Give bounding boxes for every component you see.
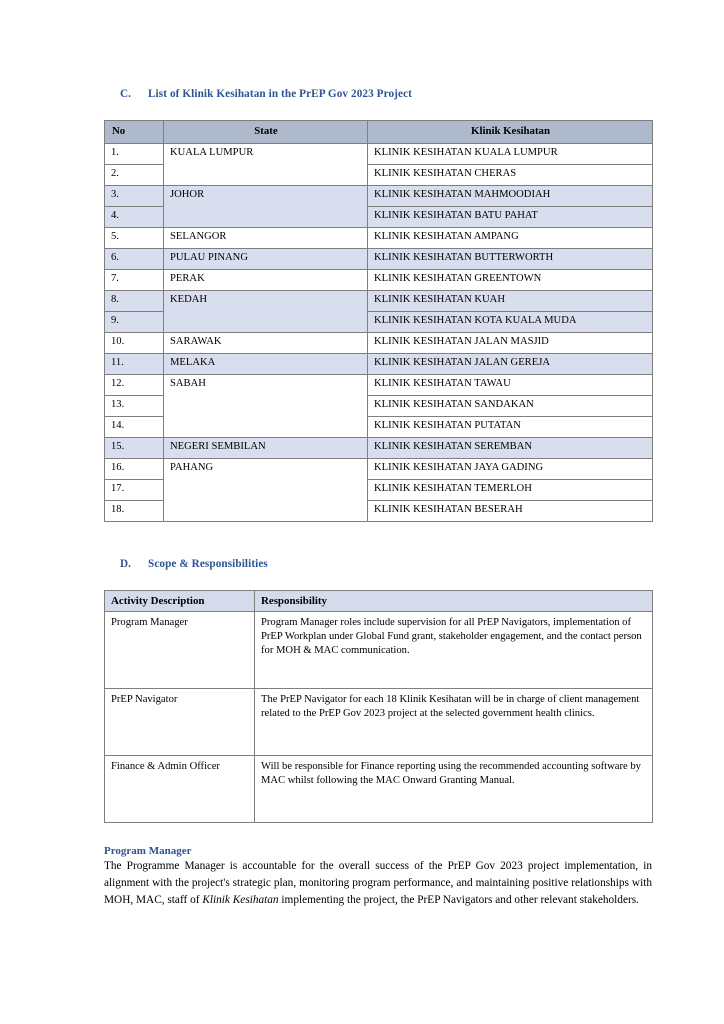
section-d-letter: D. bbox=[120, 557, 132, 570]
cell-state: PULAU PINANG bbox=[164, 248, 368, 269]
cell-responsibility: The PrEP Navigator for each 18 Klinik Kesihatan will be in charge of client management related to the PrEP Gov 2023 project at the selected government health clinics. bbox=[255, 688, 653, 755]
section-c-letter: C. bbox=[120, 88, 132, 100]
cell-klinik-kesihatan: KLINIK KESIHATAN AMPANG bbox=[368, 227, 653, 248]
cell-klinik-kesihatan: KLINIK KESIHATAN BATU PAHAT bbox=[368, 206, 653, 227]
cell-no: 10. bbox=[105, 332, 164, 353]
clinic-table-row bbox=[105, 248, 653, 269]
cell-no: 15. bbox=[105, 437, 164, 458]
clinic-table-row bbox=[105, 458, 653, 479]
cell-state: MELAKA bbox=[164, 353, 368, 374]
clinic-table-row bbox=[105, 185, 653, 206]
cell-klinik-kesihatan: KLINIK KESIHATAN JAYA GADING bbox=[368, 458, 653, 479]
section-c-title: List of Klinik Kesihatan in the PrEP Gov 2023 Project bbox=[148, 88, 412, 100]
scope-table-row bbox=[105, 611, 653, 688]
cell-no: 16. bbox=[105, 458, 164, 479]
cell-no: 12. bbox=[105, 374, 164, 395]
paragraph-text-part-1: The Programme Manager is accountable for the overall success of the PrEP Gov 2023 project implementation, in alignment with the project's strategic plan, monitoring program performance, and maintaining positive relationships with MOH, MAC, staff of bbox=[104, 859, 652, 907]
column-header-klinik-kesihatan: Klinik Kesihatan bbox=[368, 121, 653, 144]
cell-state: PAHANG bbox=[164, 458, 368, 521]
program-manager-heading: Program Manager bbox=[104, 844, 192, 857]
cell-no: 9. bbox=[105, 311, 164, 332]
cell-activity-description: PrEP Navigator bbox=[105, 688, 255, 755]
column-header-state: State bbox=[164, 121, 368, 144]
cell-state: KUALA LUMPUR bbox=[164, 143, 368, 185]
cell-no: 5. bbox=[105, 227, 164, 248]
column-header-activity-description: Activity Description bbox=[105, 590, 255, 611]
cell-activity-description: Finance & Admin Officer bbox=[105, 755, 255, 822]
cell-no: 17. bbox=[105, 479, 164, 500]
clinic-table-row bbox=[105, 332, 653, 353]
cell-activity-description: Program Manager bbox=[105, 611, 255, 688]
section-d-title: Scope & Responsibilities bbox=[148, 557, 268, 570]
clinic-table-row bbox=[105, 269, 653, 290]
clinic-table-row bbox=[105, 227, 653, 248]
cell-state: SABAH bbox=[164, 374, 368, 437]
program-manager-paragraph bbox=[104, 858, 652, 909]
cell-state: NEGERI SEMBILAN bbox=[164, 437, 368, 458]
cell-state: SELANGOR bbox=[164, 227, 368, 248]
cell-no: 1. bbox=[105, 143, 164, 164]
scope-table-row bbox=[105, 688, 653, 755]
column-header-no: No bbox=[105, 121, 164, 144]
cell-klinik-kesihatan: KLINIK KESIHATAN BESERAH bbox=[368, 500, 653, 521]
cell-state: JOHOR bbox=[164, 185, 368, 227]
cell-klinik-kesihatan: KLINIK KESIHATAN BUTTERWORTH bbox=[368, 248, 653, 269]
cell-klinik-kesihatan: KLINIK KESIHATAN KUAH bbox=[368, 290, 653, 311]
cell-klinik-kesihatan: KLINIK KESIHATAN SANDAKAN bbox=[368, 395, 653, 416]
cell-klinik-kesihatan: KLINIK KESIHATAN JALAN GEREJA bbox=[368, 353, 653, 374]
cell-no: 3. bbox=[105, 185, 164, 206]
cell-klinik-kesihatan: KLINIK KESIHATAN GREENTOWN bbox=[368, 269, 653, 290]
cell-no: 14. bbox=[105, 416, 164, 437]
scope-table-body bbox=[105, 611, 653, 822]
cell-no: 4. bbox=[105, 206, 164, 227]
cell-klinik-kesihatan: KLINIK KESIHATAN MAHMOODIAH bbox=[368, 185, 653, 206]
page-content bbox=[104, 0, 652, 909]
clinic-table-row bbox=[105, 143, 653, 164]
cell-klinik-kesihatan: KLINIK KESIHATAN TEMERLOH bbox=[368, 479, 653, 500]
cell-klinik-kesihatan: KLINIK KESIHATAN PUTATAN bbox=[368, 416, 653, 437]
scope-table-head bbox=[105, 590, 653, 611]
cell-klinik-kesihatan: KLINIK KESIHATAN SEREMBAN bbox=[368, 437, 653, 458]
clinic-table-row bbox=[105, 353, 653, 374]
cell-no: 8. bbox=[105, 290, 164, 311]
cell-no: 6. bbox=[105, 248, 164, 269]
clinic-table-row bbox=[105, 437, 653, 458]
clinic-table-body bbox=[105, 143, 653, 521]
section-heading-c bbox=[120, 88, 652, 100]
scope-table-header-row bbox=[105, 590, 653, 611]
paragraph-text-part-2: implementing the project, the PrEP Navigators and other relevant stakeholders. bbox=[278, 894, 639, 907]
clinic-table-row bbox=[105, 374, 653, 395]
section-heading-d bbox=[120, 558, 652, 570]
clinic-table-header-row bbox=[105, 121, 653, 144]
cell-klinik-kesihatan: KLINIK KESIHATAN KOTA KUALA MUDA bbox=[368, 311, 653, 332]
clinic-table-row bbox=[105, 290, 653, 311]
cell-responsibility: Program Manager roles include supervision for all PrEP Navigators, implementation of PrEP Workplan under Global Fund grant, stakeholder engagement, and the contact person for MOH & MAC communication. bbox=[255, 611, 653, 688]
clinic-table bbox=[104, 120, 653, 522]
cell-no: 7. bbox=[105, 269, 164, 290]
cell-no: 11. bbox=[105, 353, 164, 374]
scope-responsibilities-table bbox=[104, 590, 653, 823]
cell-klinik-kesihatan: KLINIK KESIHATAN KUALA LUMPUR bbox=[368, 143, 653, 164]
cell-no: 2. bbox=[105, 164, 164, 185]
cell-state: KEDAH bbox=[164, 290, 368, 332]
cell-responsibility: Will be responsible for Finance reporting using the recommended accounting software by MAC whilst following the MAC Onward Granting Manual. bbox=[255, 755, 653, 822]
cell-state: PERAK bbox=[164, 269, 368, 290]
column-header-responsibility: Responsibility bbox=[255, 590, 653, 611]
program-manager-block bbox=[104, 845, 652, 909]
cell-no: 13. bbox=[105, 395, 164, 416]
cell-klinik-kesihatan: KLINIK KESIHATAN CHERAS bbox=[368, 164, 653, 185]
cell-klinik-kesihatan: KLINIK KESIHATAN JALAN MASJID bbox=[368, 332, 653, 353]
clinic-table-head bbox=[105, 121, 653, 144]
cell-no: 18. bbox=[105, 500, 164, 521]
scope-table-row bbox=[105, 755, 653, 822]
paragraph-italic-klinik-kesihatan: Klinik Kesihatan bbox=[202, 894, 279, 907]
cell-state: SARAWAK bbox=[164, 332, 368, 353]
cell-klinik-kesihatan: KLINIK KESIHATAN TAWAU bbox=[368, 374, 653, 395]
